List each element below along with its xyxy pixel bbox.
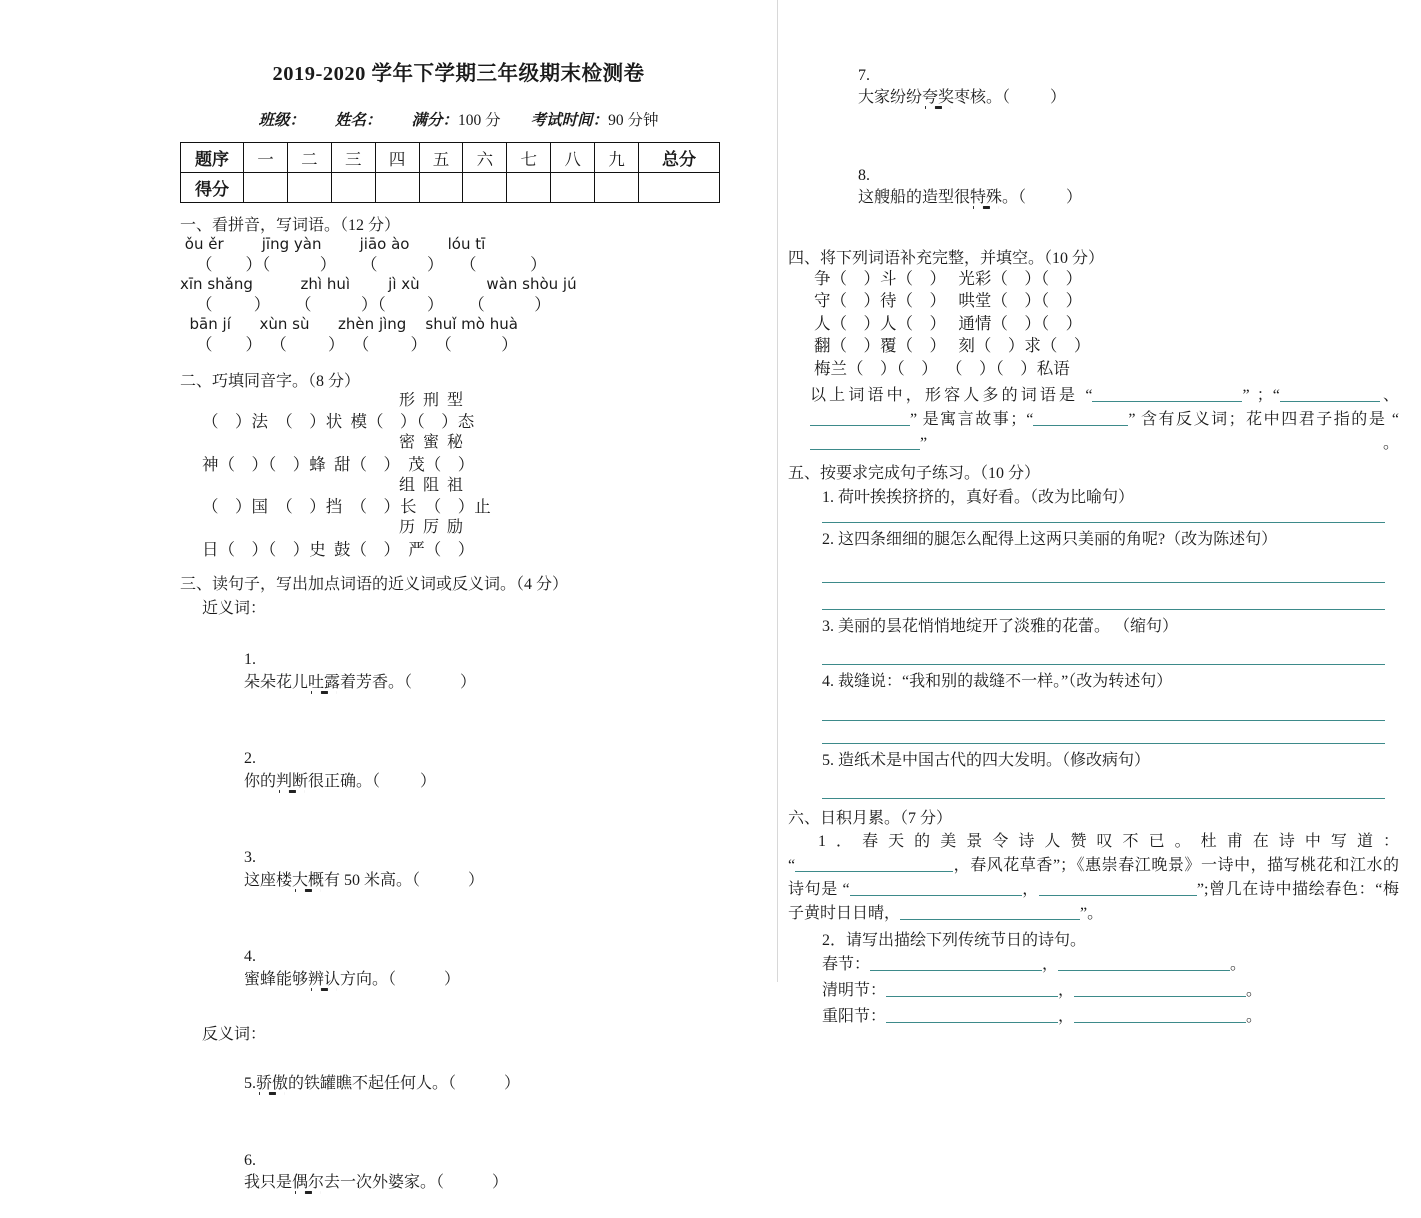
question-item[interactable]: 5.骄傲的铁罐瞧不起任何人。（ ）: [244, 1075, 521, 1093]
emphasized-word: 特殊: [970, 189, 1003, 207]
question-item[interactable]: 3. 这座楼大概有 50 米高。（ ）: [244, 849, 485, 889]
table-row-score: [181, 173, 720, 203]
pinyin-row: ǒu ěr jīng yàn jiāo ào lóu tī: [180, 235, 486, 253]
col-total: 总分: [639, 143, 720, 173]
col-4: 四: [375, 143, 419, 173]
idiom-line[interactable]: 争（ ）斗（ ） 光彩（ ）（ ）: [814, 268, 1083, 288]
section-2-title: 二、巧填同音字。（8 分）: [180, 372, 361, 390]
fill-blank[interactable]: [810, 409, 910, 426]
pinyin-row: xīn shǎng zhì huì jì xù wàn shòu jú: [180, 275, 577, 294]
answer-rule[interactable]: [822, 664, 1385, 665]
homophone-line[interactable]: （ ）法 （ ）状 模（ ）（ ）态: [202, 412, 475, 432]
festival-blank[interactable]: [886, 980, 1058, 997]
item-number: 8.: [858, 166, 870, 184]
section-2-body: [180, 391, 737, 561]
col-5: 五: [419, 143, 463, 173]
section-1-title: 一、看拼音，写词语。（12 分）: [180, 217, 401, 234]
homophone-chars: 组 阻 祖: [398, 476, 463, 494]
pinyin-row: bān jí xùn sù zhèn jìng shuǐ mò huà: [180, 315, 518, 334]
score-cell-total[interactable]: [639, 173, 720, 203]
item-number: 5.: [244, 1075, 256, 1093]
score-cell-7[interactable]: [507, 173, 551, 203]
score-cell-9[interactable]: [595, 173, 639, 203]
answer-parens-row[interactable]: （ ） （ ）（ ） （ ）: [196, 294, 551, 314]
answer-rule[interactable]: [822, 798, 1385, 799]
section-1-body: [180, 235, 737, 356]
festival-label: 清明节：: [822, 982, 887, 1000]
fill-blank[interactable]: [810, 433, 920, 450]
poem-blank[interactable]: [900, 903, 1080, 920]
idiom-line[interactable]: 人（ ）人（ ） 通情（ ）（ ）: [814, 313, 1083, 333]
section-3-title: 三、读句子，写出加点词语的近义词或反义词。（4 分）: [180, 575, 569, 593]
full-score: 满分：100 分: [411, 112, 501, 129]
score-cell-5[interactable]: [419, 173, 463, 203]
homophone-chars: 历 厉 励: [398, 519, 463, 537]
item-number: 6.: [244, 1151, 256, 1169]
emphasized-word: 吐露: [308, 673, 341, 691]
table-row-order: [181, 143, 720, 173]
col-6: 六: [463, 143, 507, 173]
idiom-line[interactable]: 守（ ）待（ ） 哄堂（ ）（ ）: [814, 291, 1083, 311]
col-1: 一: [244, 143, 288, 173]
emphasized-word: 偶尔: [292, 1174, 325, 1192]
idiom-line[interactable]: 梅兰（ ）（ ） （ ）（ ）私语: [814, 358, 1070, 378]
question-item[interactable]: 4. 蜜蜂能够辨认方向。（ ）: [244, 947, 461, 988]
emphasized-word: 辨认: [308, 970, 341, 988]
festival-row: 清明节： ， 。: [822, 982, 1263, 1000]
festival-row: 重阳节： ， 。: [822, 1008, 1263, 1026]
homophone-line[interactable]: （ ）国 （ ）挡 （ ）长 （ ）止: [202, 497, 491, 517]
emphasized-word: 判断: [276, 772, 309, 790]
idiom-line[interactable]: 翻（ ）覆（ ） 刻（ ）求（ ）: [814, 336, 1091, 356]
sentence-question: 3. 美丽的昙花悄悄地绽开了淡雅的花蕾。 （缩句）: [822, 617, 1179, 635]
answer-rule[interactable]: [822, 582, 1385, 583]
poem-blank[interactable]: [850, 879, 1022, 896]
score-cell-3[interactable]: [331, 173, 375, 203]
question-item[interactable]: 2. 你的判断很正确。（ ）: [244, 750, 437, 790]
row-label-order: 题序: [181, 143, 244, 173]
score-table: [180, 142, 720, 203]
q1-lead: 1．春天的美景令诗人赞叹不已。杜甫在诗中写道：: [818, 832, 1399, 850]
emphasized-word: 夸奖: [922, 89, 955, 107]
answer-rule[interactable]: [822, 743, 1385, 744]
festival-row: 春节： ， 。: [822, 956, 1247, 974]
right-column: [777, 0, 1421, 1026]
item-number: 3.: [244, 849, 256, 866]
poem-blank[interactable]: [1039, 879, 1197, 896]
item-number: 2.: [244, 750, 256, 768]
answer-rule[interactable]: [822, 522, 1385, 523]
score-cell-8[interactable]: [551, 173, 595, 203]
col-3: 三: [331, 143, 375, 173]
class-label: 班级：: [258, 112, 305, 129]
festival-blank[interactable]: [1074, 980, 1246, 997]
answer-parens-row[interactable]: （ ） （ ） （ ） （ ）: [196, 335, 518, 355]
score-cell-4[interactable]: [375, 173, 419, 203]
fill-blank[interactable]: [1280, 385, 1380, 402]
homophone-chars: 形 刑 型: [398, 391, 463, 409]
festival-blank[interactable]: [886, 1006, 1058, 1023]
emphasized-word: 骄傲: [256, 1075, 289, 1093]
sentence-question: 4. 裁缝说：“我和别的裁缝不一样。”（改为转述句）: [822, 673, 1173, 691]
row-label-score: 得分: [181, 173, 244, 203]
synonym-label: 近义词：: [202, 599, 267, 617]
section-4-idioms: [788, 268, 1399, 380]
section-5-title: 五、按要求完成句子练习。（10 分）: [788, 464, 1041, 482]
antonym-label: 反义词：: [202, 1026, 267, 1044]
emphasized-word: 大概: [292, 871, 325, 889]
col-9: 九: [595, 143, 639, 173]
section-6-title: 六、日积月累。（7 分）: [788, 809, 953, 827]
answer-rule[interactable]: [822, 720, 1385, 721]
col-7: 七: [507, 143, 551, 173]
question-item[interactable]: 6. 我只是偶尔去一次外婆家。（ ）: [244, 1151, 509, 1192]
item-number: 4.: [244, 947, 256, 965]
question-item[interactable]: 8. 这艘船的造型很特殊。（ ）: [858, 166, 1083, 207]
sentence-question: 1. 荷叶挨挨挤挤的，真好看。（改为比喻句）: [822, 488, 1135, 506]
sentence-question: 2. 这四条细细的腿怎么配得上这两只美丽的角呢?（改为陈述句）: [822, 531, 1278, 549]
answer-rule[interactable]: [822, 609, 1385, 610]
question-item[interactable]: 1. 朵朵花儿吐露着芳香。（ ）: [244, 651, 477, 691]
question-item[interactable]: 7. 大家纷纷夸奖枣核。（ ）: [858, 66, 1067, 107]
homophone-line[interactable]: 日（ ）（ ）史 鼓（ ） 严（ ）: [202, 540, 475, 560]
festival-blank[interactable]: [1058, 954, 1230, 971]
homophone-line[interactable]: 神（ ）（ ）蜂 甜（ ） 茂（ ）: [202, 454, 475, 474]
festival-blank[interactable]: [870, 954, 1042, 971]
section-6-q1: 1．春天的美景令诗人赞叹不已。杜甫在诗中写道： “ ，春风花草香”；《惠崇春江晚景》一诗中，描写桃花和江水的诗句是 “ ， ”;曾几在诗中描绘春色：“梅子黄时日日晴， ”。: [788, 830, 1399, 926]
answer-parens-row[interactable]: （ ）（ ） （ ） （ ）: [196, 254, 547, 274]
section-4-title: 四、将下列词语补充完整，并填空。（10 分）: [788, 249, 1105, 267]
score-cell-6[interactable]: [463, 173, 507, 203]
festival-label: 春节：: [822, 956, 871, 974]
poem-blank[interactable]: [795, 855, 953, 872]
col-8: 八: [551, 143, 595, 173]
festival-blank[interactable]: [1074, 1006, 1246, 1023]
score-cell-1[interactable]: [244, 173, 288, 203]
section-6-q2-lead: 2．请写出描绘下列传统节日的诗句。: [822, 931, 1087, 949]
section-4-fill-paragraph: 以上词语中，形容人多的词语是 “ ” ；“ 、” 是寓言故事；“ ” 含有反义词；花中四君子指的是 “”。: [810, 386, 1399, 452]
col-2: 二: [287, 143, 331, 173]
fill-blank[interactable]: [1033, 409, 1128, 426]
homophone-chars: 密 蜜 秘: [398, 434, 463, 452]
page-title: 2019-2020 学年下学期三年级期末检测卷: [272, 63, 645, 85]
festival-label: 重阳节：: [822, 1008, 887, 1026]
sentence-question: 5. 造纸术是中国古代的四大发明。（修改病句）: [822, 751, 1151, 769]
exam-time: 考试时间：90 分钟: [530, 112, 659, 129]
item-number: 1.: [244, 651, 256, 669]
fill-blank[interactable]: [1092, 385, 1242, 402]
item-number: 7.: [858, 66, 870, 84]
score-cell-2[interactable]: [287, 173, 331, 203]
name-label: 姓名：: [334, 112, 382, 129]
exam-meta: [180, 108, 737, 130]
